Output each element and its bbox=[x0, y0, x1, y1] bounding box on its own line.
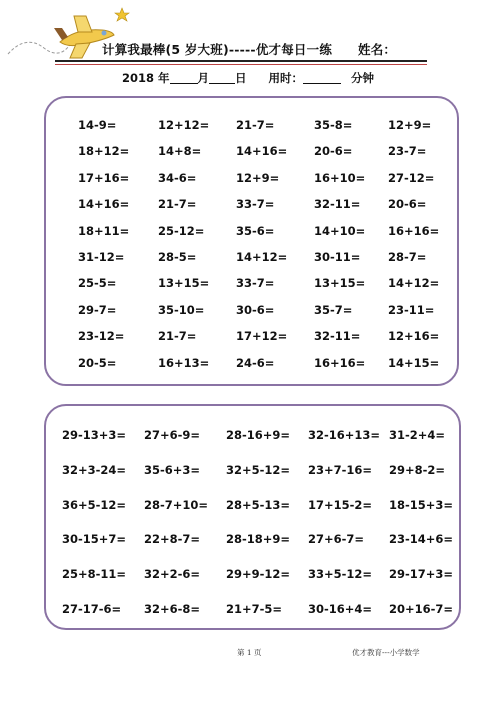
math-problem: 29-13+3= bbox=[62, 428, 127, 442]
name-label: 姓名： bbox=[358, 42, 397, 57]
math-problem: 29+9-12= bbox=[226, 567, 291, 582]
math-problem: 31-2+4= bbox=[389, 428, 446, 442]
math-problem: 29-7= bbox=[78, 302, 117, 317]
math-problem: 35-6= bbox=[236, 223, 275, 238]
month-label: 月 bbox=[197, 71, 210, 85]
math-problem: 28-7+10= bbox=[144, 497, 209, 512]
math-problem: 20-5= bbox=[78, 355, 117, 370]
math-problem: 13+15= bbox=[314, 276, 366, 291]
math-problem: 30-15+7= bbox=[62, 532, 127, 547]
math-problem: 21-7= bbox=[236, 118, 275, 132]
math-problem: 14-9= bbox=[78, 118, 117, 132]
title-text: 计算我最棒(5 岁大班)-----优才每日一练 bbox=[102, 42, 333, 57]
math-problem: 17+15-2= bbox=[308, 497, 373, 512]
page-number: 第 1 页 bbox=[237, 648, 262, 657]
math-problem: 27+6-7= bbox=[308, 532, 365, 547]
math-problem: 27-12= bbox=[388, 170, 435, 185]
math-problem: 21-7= bbox=[158, 329, 197, 344]
time-label: 用时： bbox=[268, 71, 304, 85]
math-problem: 16+16= bbox=[314, 355, 366, 370]
time-unit: 分钟 bbox=[351, 71, 375, 85]
footer-brand: 优才教育---小学数学 bbox=[352, 648, 420, 657]
month-blank[interactable] bbox=[170, 83, 198, 84]
math-problem: 18+12= bbox=[78, 144, 130, 159]
math-problem: 28-5= bbox=[158, 250, 197, 264]
header-rule-accent bbox=[55, 64, 427, 65]
math-problem: 28+5-13= bbox=[226, 497, 291, 512]
math-problem: 32+6-8= bbox=[144, 602, 201, 616]
math-problem: 17+16= bbox=[78, 170, 130, 185]
header-rule bbox=[55, 60, 427, 62]
math-problem: 20-6= bbox=[314, 144, 353, 159]
math-problem: 32-11= bbox=[314, 197, 361, 212]
math-problem: 25-12= bbox=[158, 223, 205, 238]
math-problem: 23+7-16= bbox=[308, 462, 373, 477]
math-problem: 23-11= bbox=[388, 302, 435, 317]
math-problem: 28-16+9= bbox=[226, 428, 291, 442]
math-problem: 21+7-5= bbox=[226, 602, 283, 616]
math-problem: 28-18+9= bbox=[226, 532, 291, 547]
math-problem: 18-15+3= bbox=[389, 497, 454, 512]
math-problem: 35-10= bbox=[158, 302, 205, 317]
math-problem: 17+12= bbox=[236, 329, 288, 344]
math-problem: 18+11= bbox=[78, 223, 130, 238]
math-problem: 14+8= bbox=[158, 144, 202, 159]
math-problem: 23-12= bbox=[78, 329, 125, 344]
worksheet-title bbox=[102, 40, 396, 58]
math-problem: 24-6= bbox=[236, 355, 275, 370]
math-problem: 16+10= bbox=[314, 170, 366, 185]
math-problem: 14+10= bbox=[314, 223, 366, 238]
math-problem: 28-7= bbox=[388, 250, 427, 264]
math-problem: 32+2-6= bbox=[144, 567, 201, 582]
math-problem: 35-6+3= bbox=[144, 462, 201, 477]
math-problem: 29-17+3= bbox=[389, 567, 454, 582]
math-problem: 35-8= bbox=[314, 118, 353, 132]
math-problem: 31-12= bbox=[78, 250, 125, 264]
math-problem: 14+16= bbox=[78, 197, 130, 212]
math-problem: 32+3-24= bbox=[62, 462, 127, 477]
math-problem: 32+5-12= bbox=[226, 462, 291, 477]
math-problem: 27-17-6= bbox=[62, 602, 122, 616]
math-problem: 33+5-12= bbox=[308, 567, 373, 582]
day-blank[interactable] bbox=[209, 83, 235, 84]
math-problem: 25+8-11= bbox=[62, 567, 127, 582]
math-problem: 33-7= bbox=[236, 276, 275, 291]
math-problem: 14+15= bbox=[388, 355, 440, 370]
math-problem: 35-7= bbox=[314, 302, 353, 317]
math-problem: 14+16= bbox=[236, 144, 288, 159]
math-problem: 20-6= bbox=[388, 197, 427, 212]
math-problem: 30-11= bbox=[314, 250, 361, 264]
math-problem: 23-7= bbox=[388, 144, 427, 159]
math-problem: 16+13= bbox=[158, 355, 210, 370]
math-problem: 32-11= bbox=[314, 329, 361, 344]
math-problem: 12+9= bbox=[236, 170, 280, 185]
math-problem: 22+8-7= bbox=[144, 532, 201, 547]
math-problem: 20+16-7= bbox=[389, 602, 454, 616]
day-label: 日 bbox=[235, 71, 247, 85]
math-problem: 12+9= bbox=[388, 118, 432, 132]
math-problem: 29+8-2= bbox=[389, 462, 446, 477]
time-blank[interactable] bbox=[303, 83, 341, 84]
math-problem: 32-16+13= bbox=[308, 428, 381, 442]
math-problem: 33-7= bbox=[236, 197, 275, 212]
math-problem: 25-5= bbox=[78, 276, 117, 291]
math-problem: 30-16+4= bbox=[308, 602, 373, 616]
math-problem: 14+12= bbox=[388, 276, 440, 291]
math-problem: 34-6= bbox=[158, 170, 197, 185]
math-problem: 12+12= bbox=[158, 118, 210, 132]
math-problem: 13+15= bbox=[158, 276, 210, 291]
math-problem: 16+16= bbox=[388, 223, 440, 238]
math-problem: 23-14+6= bbox=[389, 532, 454, 547]
math-problem: 27+6-9= bbox=[144, 428, 201, 442]
math-problem: 36+5-12= bbox=[62, 497, 127, 512]
math-problem: 21-7= bbox=[158, 197, 197, 212]
math-problem: 14+12= bbox=[236, 250, 288, 264]
math-problem: 30-6= bbox=[236, 302, 275, 317]
date-line bbox=[122, 70, 374, 86]
year-label: 2018 年 bbox=[122, 71, 170, 85]
math-problem: 12+16= bbox=[388, 329, 440, 344]
